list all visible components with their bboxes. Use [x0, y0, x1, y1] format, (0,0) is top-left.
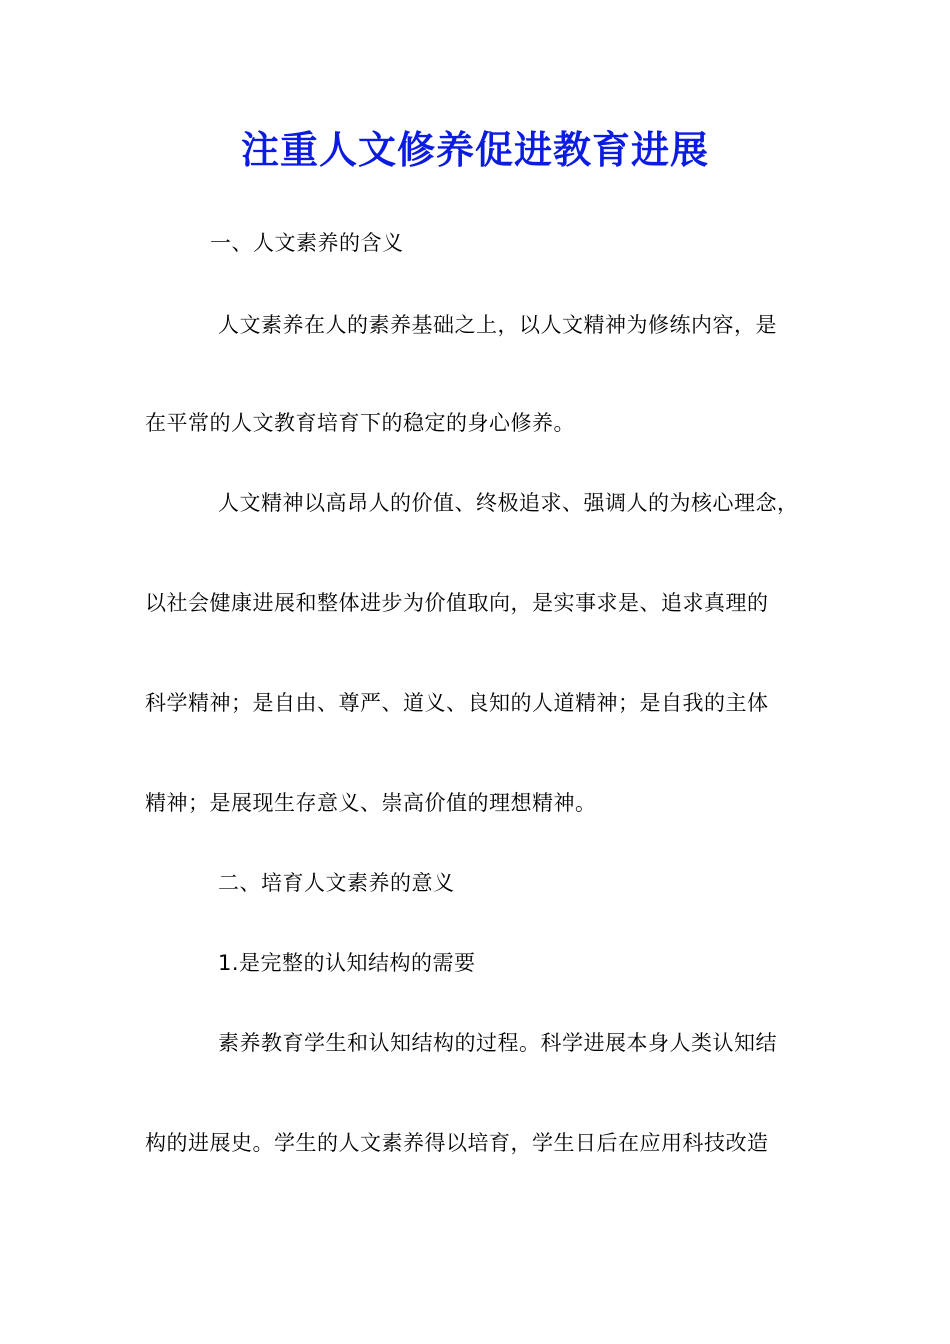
section-heading-1: 一、人文素养的含义 [210, 231, 404, 255]
document-title: 注重人文修养促进教育进展 [240, 127, 709, 172]
paragraph-line: 素养教育学生和认知结构的过程。科学进展本身人类认知结 [218, 1031, 777, 1055]
paragraph-line: 精神；是展现生存意义、崇高价值的理想精神。 [145, 791, 597, 815]
paragraph-line: 人文素养在人的素养基础之上，以人文精神为修练内容，是 [218, 313, 777, 337]
section-heading-2: 二、培育人文素养的意义 [218, 871, 455, 895]
paragraph-line: 人文精神以高昂人的价值、终极追求、强调人的为核心理念， [218, 491, 799, 515]
paragraph-line: 科学精神；是自由、尊严、道义、良知的人道精神；是自我的主体 [145, 691, 769, 715]
paragraph-line: 构的进展史。学生的人文素养得以培育，学生日后在应用科技改造 [145, 1131, 769, 1155]
paragraph-line: 以社会健康进展和整体进步为价值取向，是实事求是、追求真理的 [145, 591, 769, 615]
paragraph-line: 在平常的人文教育培育下的稳定的身心修养。 [145, 411, 575, 435]
subsection-heading: 1.是完整的认知结构的需要 [218, 951, 476, 975]
